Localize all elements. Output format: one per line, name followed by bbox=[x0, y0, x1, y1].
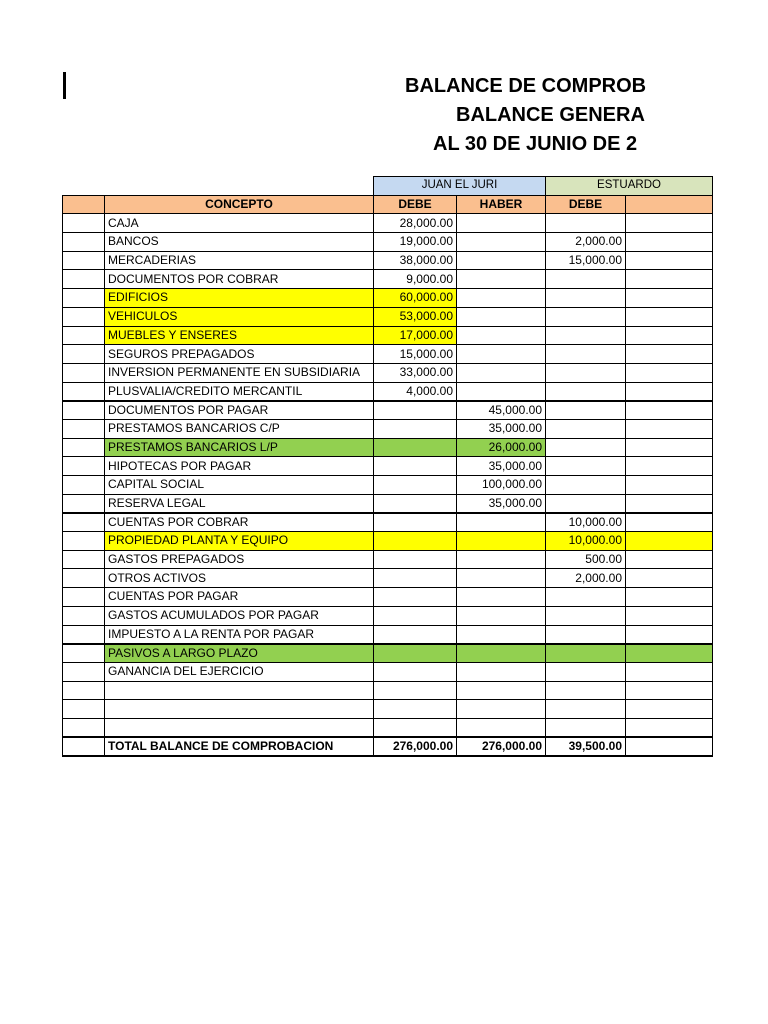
table-row bbox=[63, 532, 713, 551]
haber-cell bbox=[457, 513, 546, 532]
table-row bbox=[63, 251, 713, 270]
debe-cell bbox=[374, 625, 457, 644]
header-row bbox=[63, 195, 713, 214]
debe-cell: 10,000.00 bbox=[546, 513, 626, 532]
table-row bbox=[63, 700, 713, 719]
concepto-cell bbox=[105, 700, 374, 719]
debe-cell bbox=[374, 401, 457, 420]
concepto-cell: EDIFICIOS bbox=[105, 289, 374, 308]
haber-cell bbox=[457, 251, 546, 270]
debe-cell bbox=[546, 363, 626, 382]
haber-cell bbox=[457, 588, 546, 607]
row-index-cell bbox=[63, 569, 105, 588]
total-label: TOTAL BALANCE DE COMPROBACION bbox=[105, 737, 374, 756]
debe-cell bbox=[374, 457, 457, 476]
haber-cell bbox=[626, 550, 713, 569]
balance-table bbox=[62, 176, 713, 757]
haber-cell bbox=[626, 625, 713, 644]
row-index-cell bbox=[63, 644, 105, 663]
table-row bbox=[63, 681, 713, 700]
row-index-cell bbox=[63, 289, 105, 308]
haber-cell bbox=[457, 270, 546, 289]
haber-cell bbox=[457, 363, 546, 382]
haber-cell bbox=[626, 438, 713, 457]
header-haber-2 bbox=[626, 195, 713, 214]
total-row bbox=[63, 737, 713, 756]
table-row bbox=[63, 476, 713, 495]
haber-cell bbox=[626, 401, 713, 420]
haber-cell bbox=[626, 214, 713, 233]
concepto-cell bbox=[105, 718, 374, 737]
haber-cell bbox=[626, 700, 713, 719]
concepto-cell: PLUSVALIA/CREDITO MERCANTIL bbox=[105, 382, 374, 401]
row-index-cell bbox=[63, 233, 105, 252]
haber-cell bbox=[626, 644, 713, 663]
haber-cell bbox=[457, 606, 546, 625]
haber-cell bbox=[457, 326, 546, 345]
row-index-cell bbox=[63, 737, 105, 756]
debe-cell bbox=[546, 270, 626, 289]
row-index-cell bbox=[63, 363, 105, 382]
haber-cell bbox=[457, 289, 546, 308]
table-row bbox=[63, 419, 713, 438]
debe-cell bbox=[546, 476, 626, 495]
debe-cell bbox=[374, 588, 457, 607]
concepto-cell: PASIVOS A LARGO PLAZO bbox=[105, 644, 374, 663]
concepto-cell: MERCADERIAS bbox=[105, 251, 374, 270]
concepto-cell: INVERSION PERMANENTE EN SUBSIDIARIA bbox=[105, 363, 374, 382]
debe-cell: 38,000.00 bbox=[374, 251, 457, 270]
haber-cell bbox=[457, 382, 546, 401]
debe-cell bbox=[546, 289, 626, 308]
spreadsheet-viewport bbox=[62, 176, 661, 766]
concepto-cell: VEHICULOS bbox=[105, 307, 374, 326]
concepto-cell: DOCUMENTOS POR COBRAR bbox=[105, 270, 374, 289]
concepto-cell: OTROS ACTIVOS bbox=[105, 569, 374, 588]
debe-cell bbox=[374, 569, 457, 588]
haber-cell bbox=[626, 419, 713, 438]
row-index-cell bbox=[63, 307, 105, 326]
debe-cell: 60,000.00 bbox=[374, 289, 457, 308]
table-row bbox=[63, 513, 713, 532]
debe-cell bbox=[374, 550, 457, 569]
concepto-cell: IMPUESTO A LA RENTA POR PAGAR bbox=[105, 625, 374, 644]
row-index-cell bbox=[63, 438, 105, 457]
debe-cell bbox=[374, 718, 457, 737]
table-row bbox=[63, 214, 713, 233]
table-row bbox=[63, 345, 713, 364]
haber-cell bbox=[626, 326, 713, 345]
debe-cell bbox=[546, 644, 626, 663]
debe-cell bbox=[374, 419, 457, 438]
haber-cell bbox=[457, 569, 546, 588]
haber-cell bbox=[626, 588, 713, 607]
haber-cell: 26,000.00 bbox=[457, 438, 546, 457]
haber-cell bbox=[457, 718, 546, 737]
debe-cell bbox=[374, 532, 457, 551]
total-haber-2 bbox=[626, 737, 713, 756]
concepto-cell: CUENTAS POR COBRAR bbox=[105, 513, 374, 532]
debe-cell bbox=[546, 457, 626, 476]
debe-cell bbox=[546, 662, 626, 681]
haber-cell bbox=[457, 681, 546, 700]
debe-cell bbox=[546, 718, 626, 737]
haber-cell bbox=[457, 700, 546, 719]
haber-cell: 100,000.00 bbox=[457, 476, 546, 495]
owner-row bbox=[63, 177, 713, 196]
table-row bbox=[63, 307, 713, 326]
haber-cell bbox=[626, 606, 713, 625]
debe-cell bbox=[546, 625, 626, 644]
debe-cell bbox=[546, 438, 626, 457]
haber-cell bbox=[457, 644, 546, 663]
haber-cell bbox=[626, 289, 713, 308]
row-index-cell bbox=[63, 476, 105, 495]
title-line-3: AL 30 DE JUNIO DE 2 bbox=[433, 133, 638, 155]
title-line-1: BALANCE DE COMPROB bbox=[405, 75, 647, 97]
table-row bbox=[63, 233, 713, 252]
concepto-cell: SEGUROS PREPAGADOS bbox=[105, 345, 374, 364]
debe-cell bbox=[546, 419, 626, 438]
table-row bbox=[63, 606, 713, 625]
debe-cell: 2,000.00 bbox=[546, 233, 626, 252]
debe-cell bbox=[374, 494, 457, 513]
debe-cell bbox=[374, 513, 457, 532]
haber-cell: 35,000.00 bbox=[457, 457, 546, 476]
row-index-cell bbox=[63, 700, 105, 719]
row-index-cell bbox=[63, 532, 105, 551]
haber-cell bbox=[457, 345, 546, 364]
table-row bbox=[63, 569, 713, 588]
haber-cell bbox=[626, 307, 713, 326]
debe-cell bbox=[546, 214, 626, 233]
concepto-cell bbox=[105, 681, 374, 700]
concepto-cell: CAPITAL SOCIAL bbox=[105, 476, 374, 495]
debe-cell bbox=[374, 644, 457, 663]
debe-cell: 15,000.00 bbox=[374, 345, 457, 364]
concepto-cell: PRESTAMOS BANCARIOS C/P bbox=[105, 419, 374, 438]
text-cursor bbox=[63, 72, 66, 99]
total-debe-2: 39,500.00 bbox=[546, 737, 626, 756]
header-index bbox=[63, 195, 105, 214]
row-index-cell bbox=[63, 625, 105, 644]
haber-cell: 35,000.00 bbox=[457, 419, 546, 438]
table-row bbox=[63, 625, 713, 644]
header-concepto: CONCEPTO bbox=[105, 195, 374, 214]
row-index-cell bbox=[63, 588, 105, 607]
haber-cell bbox=[626, 718, 713, 737]
table-row bbox=[63, 270, 713, 289]
concepto-cell: PRESTAMOS BANCARIOS L/P bbox=[105, 438, 374, 457]
row-index-cell bbox=[63, 382, 105, 401]
debe-cell bbox=[374, 662, 457, 681]
table-row bbox=[63, 438, 713, 457]
row-index-cell bbox=[63, 401, 105, 420]
debe-cell bbox=[546, 681, 626, 700]
debe-cell: 500.00 bbox=[546, 550, 626, 569]
table-row bbox=[63, 588, 713, 607]
haber-cell bbox=[457, 662, 546, 681]
header-debe-2: DEBE bbox=[546, 195, 626, 214]
debe-cell bbox=[546, 326, 626, 345]
table-row bbox=[63, 457, 713, 476]
haber-cell bbox=[457, 625, 546, 644]
total-debe-1: 276,000.00 bbox=[374, 737, 457, 756]
debe-cell: 9,000.00 bbox=[374, 270, 457, 289]
haber-cell bbox=[457, 550, 546, 569]
table-row bbox=[63, 401, 713, 420]
debe-cell bbox=[546, 382, 626, 401]
row-index-cell bbox=[63, 718, 105, 737]
haber-cell bbox=[626, 251, 713, 270]
debe-cell: 4,000.00 bbox=[374, 382, 457, 401]
row-index-cell bbox=[63, 270, 105, 289]
haber-cell bbox=[457, 214, 546, 233]
table-row bbox=[63, 718, 713, 737]
row-index-cell bbox=[63, 494, 105, 513]
table-row bbox=[63, 326, 713, 345]
row-index-cell bbox=[63, 251, 105, 270]
concepto-cell: CUENTAS POR PAGAR bbox=[105, 588, 374, 607]
debe-cell bbox=[546, 588, 626, 607]
concepto-cell: RESERVA LEGAL bbox=[105, 494, 374, 513]
debe-cell bbox=[374, 700, 457, 719]
table-row bbox=[63, 662, 713, 681]
concepto-cell: DOCUMENTOS POR PAGAR bbox=[105, 401, 374, 420]
row-index-cell bbox=[63, 457, 105, 476]
debe-cell: 28,000.00 bbox=[374, 214, 457, 233]
row-index-cell bbox=[63, 214, 105, 233]
haber-cell bbox=[626, 476, 713, 495]
concepto-cell: GASTOS PREPAGADOS bbox=[105, 550, 374, 569]
debe-cell bbox=[374, 476, 457, 495]
concepto-cell: HIPOTECAS POR PAGAR bbox=[105, 457, 374, 476]
owner-juan-el-juri: JUAN EL JURI bbox=[374, 177, 546, 196]
haber-cell: 45,000.00 bbox=[457, 401, 546, 420]
debe-cell bbox=[546, 307, 626, 326]
title-line-2: BALANCE GENERA bbox=[456, 104, 645, 126]
debe-cell: 17,000.00 bbox=[374, 326, 457, 345]
table-row bbox=[63, 382, 713, 401]
concepto-cell: BANCOS bbox=[105, 233, 374, 252]
debe-cell: 15,000.00 bbox=[546, 251, 626, 270]
row-index-cell bbox=[63, 419, 105, 438]
row-index-cell bbox=[63, 606, 105, 625]
haber-cell bbox=[626, 382, 713, 401]
row-index-cell bbox=[63, 550, 105, 569]
owner-estuardo: ESTUARDO bbox=[546, 177, 713, 196]
haber-cell bbox=[626, 494, 713, 513]
table-row bbox=[63, 494, 713, 513]
table-row bbox=[63, 644, 713, 663]
header-haber-1: HABER bbox=[457, 195, 546, 214]
haber-cell bbox=[626, 513, 713, 532]
debe-cell bbox=[374, 606, 457, 625]
debe-cell bbox=[546, 401, 626, 420]
row-index-cell bbox=[63, 345, 105, 364]
row-index-cell bbox=[63, 513, 105, 532]
haber-cell bbox=[457, 307, 546, 326]
haber-cell bbox=[626, 457, 713, 476]
debe-cell: 33,000.00 bbox=[374, 363, 457, 382]
row-index-cell bbox=[63, 681, 105, 700]
debe-cell bbox=[374, 438, 457, 457]
haber-cell bbox=[626, 532, 713, 551]
table-row bbox=[63, 289, 713, 308]
concepto-cell: GASTOS ACUMULADOS POR PAGAR bbox=[105, 606, 374, 625]
header-debe-1: DEBE bbox=[374, 195, 457, 214]
debe-cell: 53,000.00 bbox=[374, 307, 457, 326]
haber-cell bbox=[626, 569, 713, 588]
row-index-cell bbox=[63, 662, 105, 681]
concepto-cell: CAJA bbox=[105, 214, 374, 233]
debe-cell: 19,000.00 bbox=[374, 233, 457, 252]
debe-cell bbox=[374, 681, 457, 700]
table-row bbox=[63, 363, 713, 382]
debe-cell: 10,000.00 bbox=[546, 532, 626, 551]
total-haber-1: 276,000.00 bbox=[457, 737, 546, 756]
haber-cell bbox=[457, 233, 546, 252]
haber-cell bbox=[626, 662, 713, 681]
row-index-cell bbox=[63, 326, 105, 345]
haber-cell bbox=[457, 532, 546, 551]
debe-cell: 2,000.00 bbox=[546, 569, 626, 588]
haber-cell bbox=[626, 681, 713, 700]
debe-cell bbox=[546, 606, 626, 625]
haber-cell bbox=[626, 233, 713, 252]
debe-cell bbox=[546, 700, 626, 719]
debe-cell bbox=[546, 345, 626, 364]
concepto-cell: MUEBLES Y ENSERES bbox=[105, 326, 374, 345]
table-row bbox=[63, 550, 713, 569]
concepto-cell: PROPIEDAD PLANTA Y EQUIPO bbox=[105, 532, 374, 551]
debe-cell bbox=[546, 494, 626, 513]
haber-cell: 35,000.00 bbox=[457, 494, 546, 513]
concepto-cell: GANANCIA DEL EJERCICIO bbox=[105, 662, 374, 681]
haber-cell bbox=[626, 345, 713, 364]
haber-cell bbox=[626, 363, 713, 382]
haber-cell bbox=[626, 270, 713, 289]
